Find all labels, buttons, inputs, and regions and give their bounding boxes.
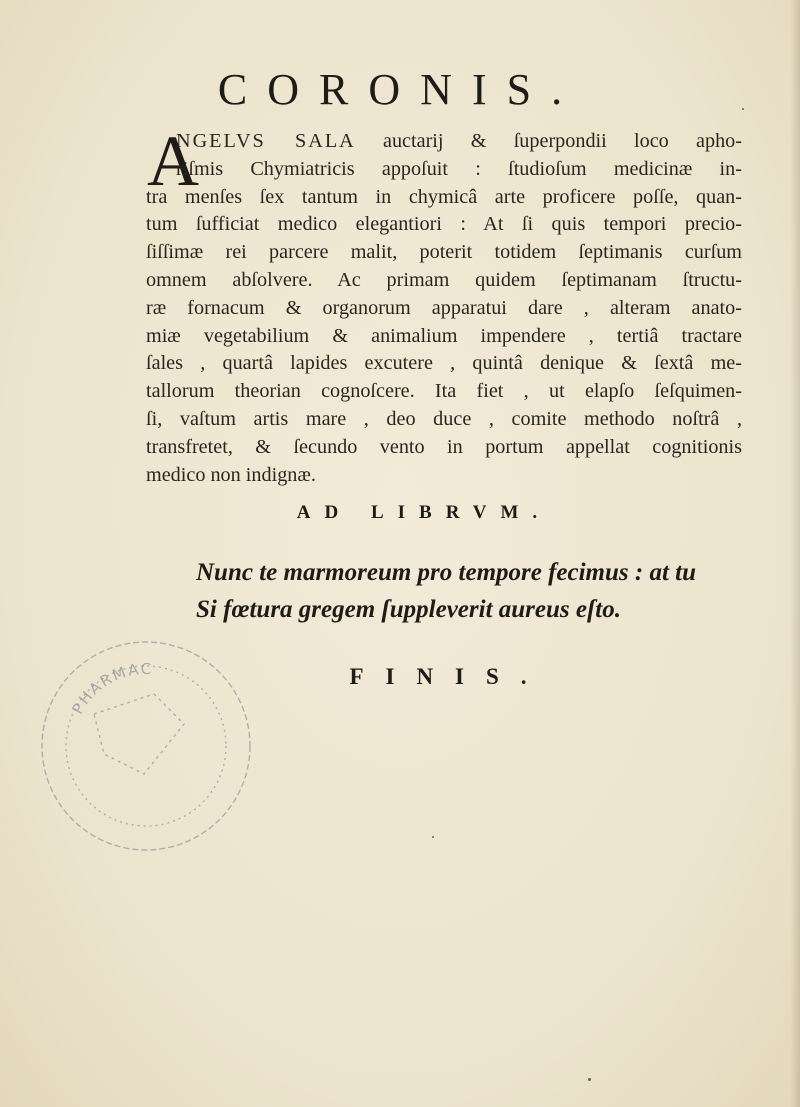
page-edge-shadow xyxy=(790,0,800,1107)
page-title: CORONIS. xyxy=(217,65,583,114)
stamp-text: PHARMAC xyxy=(68,659,154,718)
verse-line: Si fœtura gregem ſuppleverit aureus eſto. xyxy=(196,596,621,623)
paragraph-line: ſales , quartâ lapides excutere , quintâ denique & ſextâ me- xyxy=(146,352,742,375)
paragraph-line-text: auctarij & ſuperpondii loco apho- xyxy=(382,130,742,152)
paragraph-line: transfretet, & ſecundo vento in portum appellat cognitionis xyxy=(146,435,742,458)
stamp-inner-ring xyxy=(66,666,226,826)
paragraph-line: tallorum theorian cognoſcere. Ita fiet , ut elapſo ſeſquimen- xyxy=(146,380,742,403)
finis-text: FINIS. xyxy=(349,664,549,689)
library-stamp xyxy=(34,634,258,858)
paragraph-smallcaps: NGELVS SALA xyxy=(176,130,356,152)
paragraph-line: miæ vegetabilium & animalium impendere , tertiâ tractare xyxy=(146,324,742,347)
section-heading: AD LIBRVM. xyxy=(296,502,552,523)
paragraph-line: ſi, vaſtum artis mare , deo duce , comite methodo noſtrâ , xyxy=(146,407,742,430)
verse xyxy=(196,554,696,628)
stamp-inner-mark xyxy=(94,694,184,774)
paper-speck xyxy=(588,1078,591,1081)
paragraph xyxy=(146,128,742,489)
drop-cap: A xyxy=(147,121,199,201)
paper-speck xyxy=(742,108,744,110)
paragraph-line: riſmis Chymiatricis appoſuit : ſtudioſum medicinæ in- xyxy=(176,157,742,180)
paragraph-line: tra menſes ſex tantum in chymicâ arte proficere poſſe, quan- xyxy=(146,185,742,208)
paragraph-line: omnem abſolvere. Ac primam quidem ſeptimanam ſtructu- xyxy=(146,268,742,291)
paper-speck xyxy=(432,836,434,838)
paragraph-line xyxy=(146,128,742,156)
paragraph-line: tum ſufficiat medico elegantiori : At ſi quis tempori precio- xyxy=(146,213,742,236)
paragraph-line: ræ fornacum & organorum apparatui dare , alteram anato- xyxy=(146,296,742,319)
verse-line: Nunc te marmoreum pro tempore fecimus : at tu xyxy=(196,559,696,586)
paragraph-line: medico non indignæ. xyxy=(146,463,316,486)
paragraph-line: ſiſſimæ rei parcere malit, poterit totidem ſeptimanis curſum xyxy=(146,241,742,264)
